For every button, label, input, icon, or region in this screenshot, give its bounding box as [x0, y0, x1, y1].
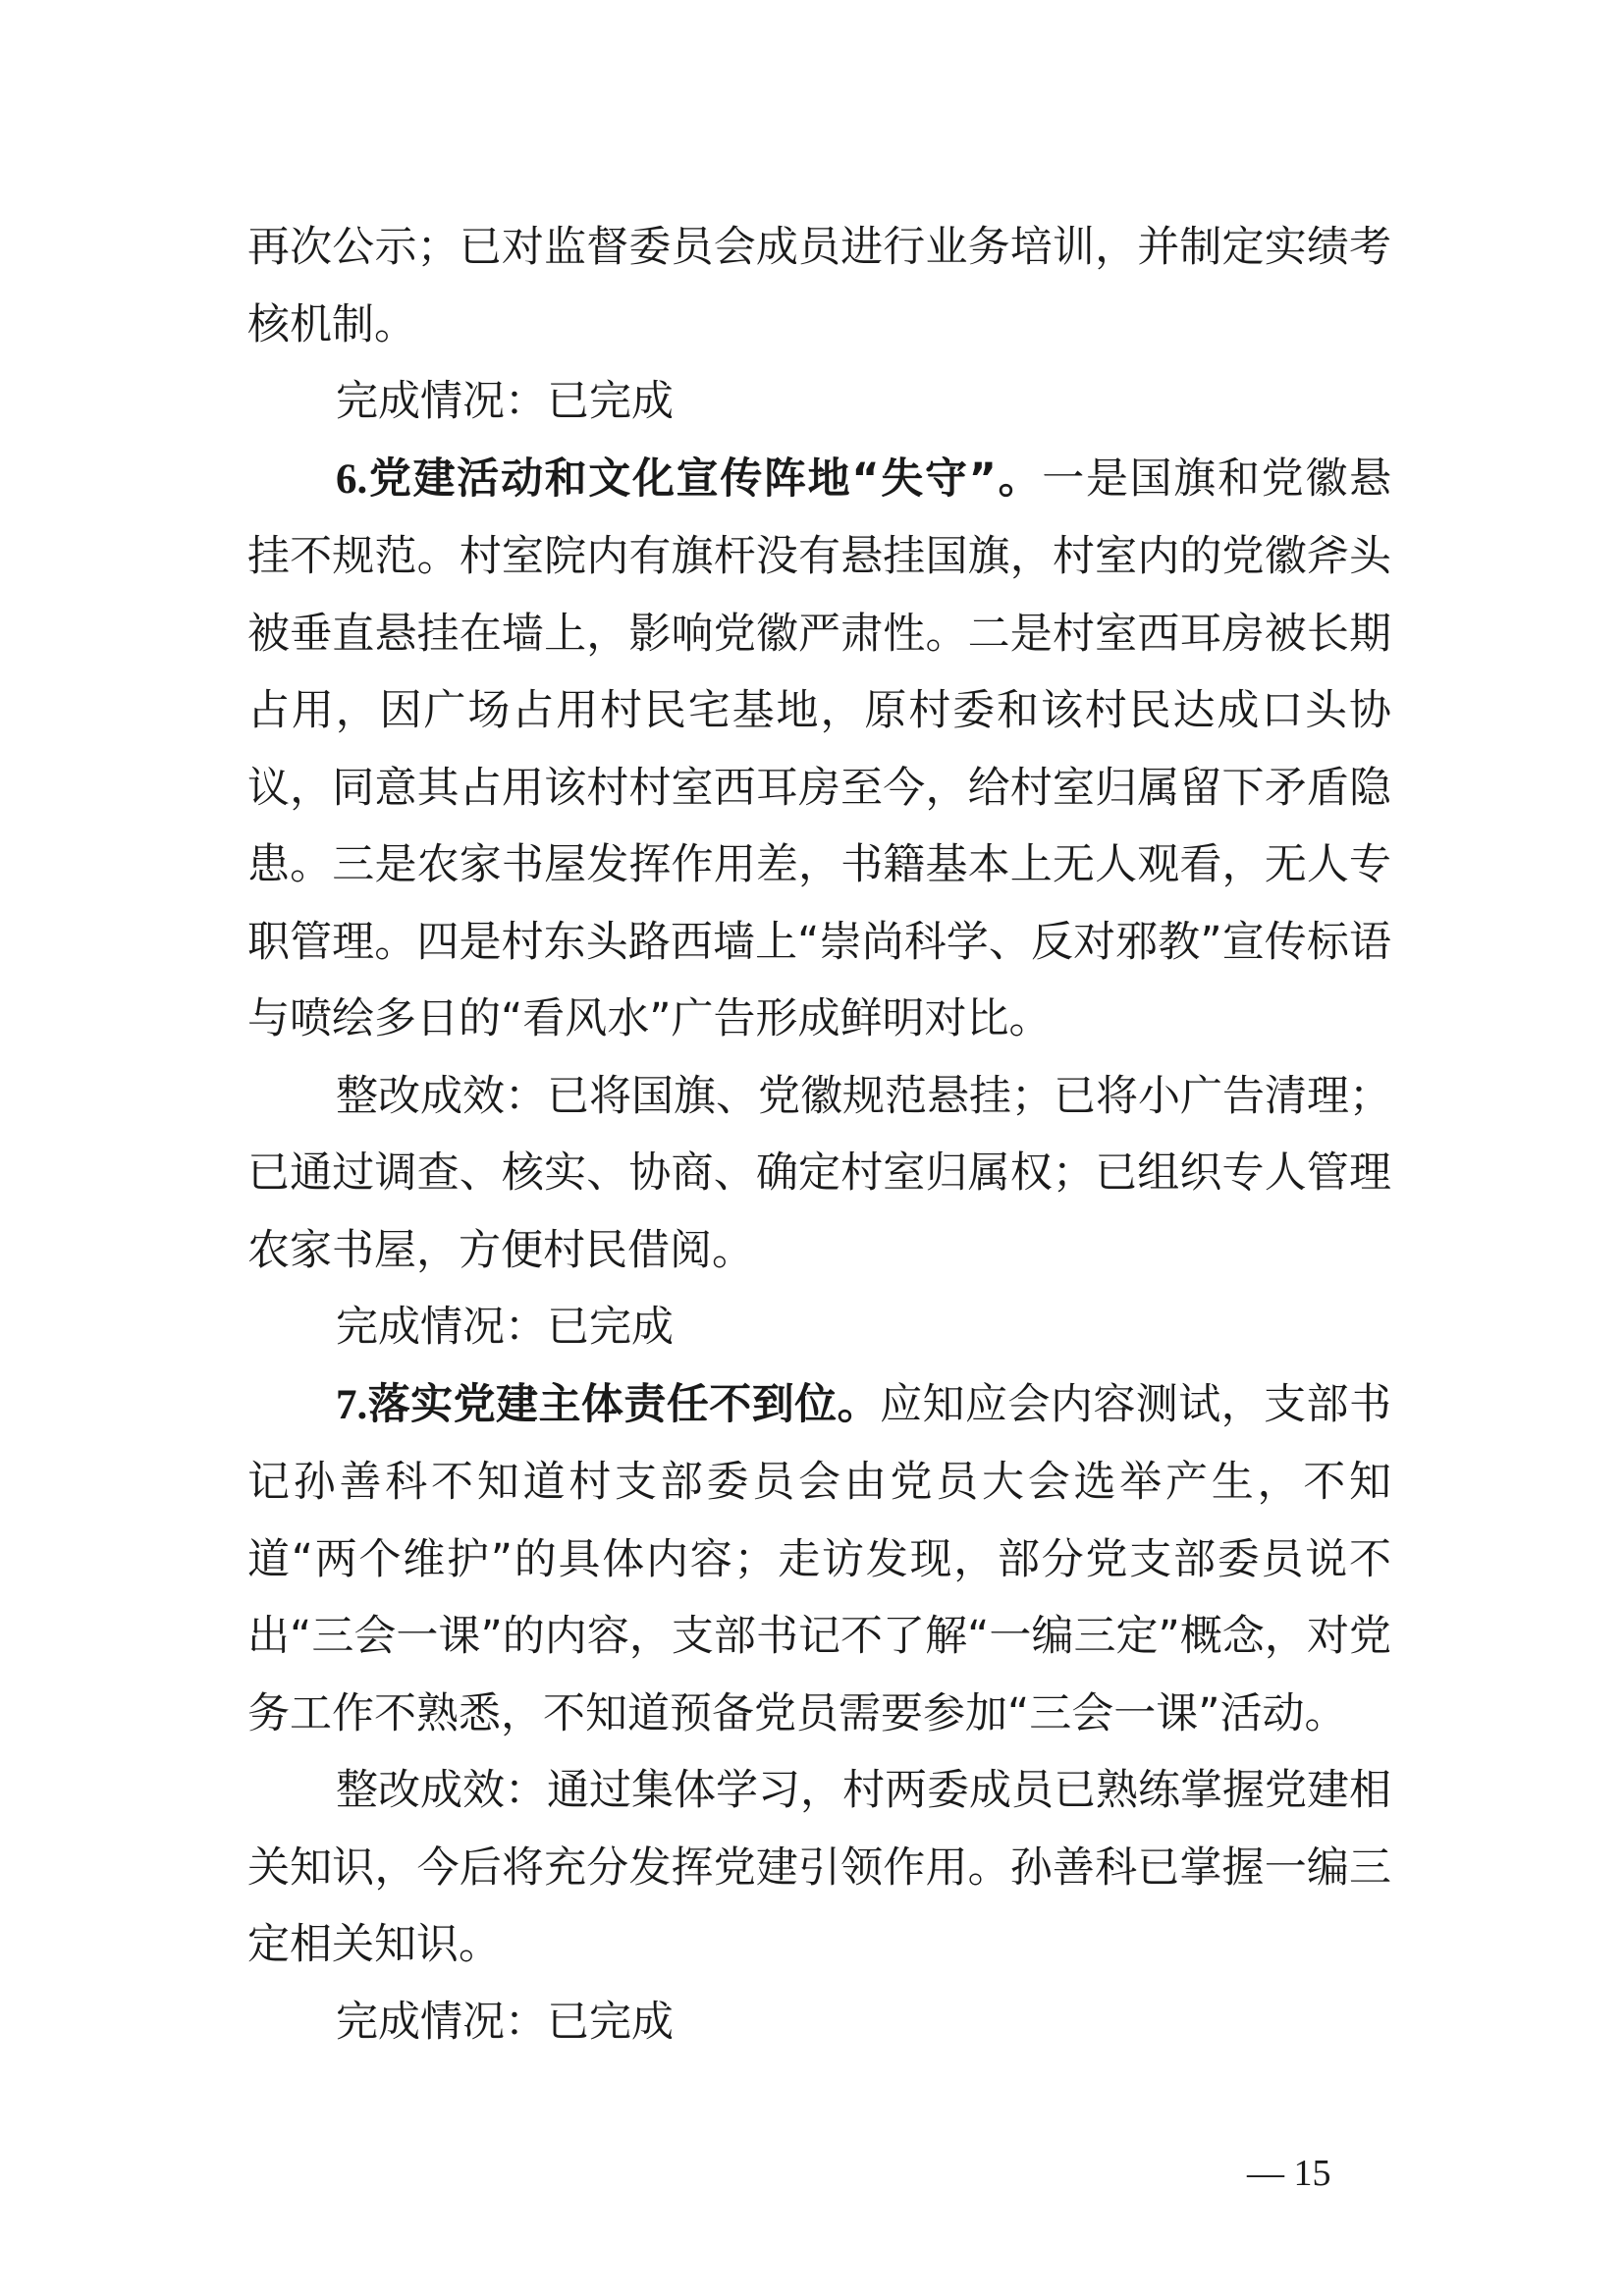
issue-paragraph-6	[247, 441, 1391, 1058]
issue-heading: 党建活动和文化宣传阵地“失守”。	[367, 454, 1043, 504]
issue-paragraph-7	[247, 1366, 1391, 1753]
rectification-result: 整改成效：已将国旗、党徽规范悬挂；已将小广告清理；已通过调查、核实、协商、确定村室归属权；已组织专人管理农家书屋，方便村民借阅。	[247, 1071, 1391, 1275]
completion-status: 完成情况：已完成	[336, 1997, 674, 2047]
completion-status: 完成情况：已完成	[336, 1303, 674, 1352]
issue-number: 7.	[336, 1381, 368, 1428]
paragraph-continuation: 再次公示；已对监督委员会成员进行业务培训，并制定实绩考核机制。	[247, 223, 1391, 349]
issue-text: 一是国旗和党徽悬挂不规范。村室院内有旗杆没有悬挂国旗，村室内的党徽斧头被垂直悬挂在墙上，影响党徽严肃性。二是村室西耳房被长期占用，因广场占用村民宅基地，原村委和该村民达成口头协议，同意其占用该村村室西耳房至今，给村室归属留下矛盾隐患。三是农家书屋发挥作用差，书籍基本上无人观看，无人专职管理。四是村东头路西墙上“崇尚科学、反对邪教”宣传标语与喷绘多日的“看风水”广告形成鲜明对比。	[247, 454, 1391, 1043]
issue-text: 应知应会内容测试，支部书记孙善科不知道村支部委员会由党员大会选举产生，不知道“两个维护”的具体内容；走访发现，部分党支部委员说不出“三会一课”的内容，支部书记不了解“一编三定”概念，对党务工作不熟悉，不知道预备党员需要参加“三会一课”活动。	[247, 1379, 1392, 1738]
document-body	[247, 209, 1391, 2060]
page-number: — 15	[1247, 2153, 1331, 2194]
issue-number: 6.	[336, 455, 368, 503]
completion-status: 完成情况：已完成	[336, 377, 674, 426]
issue-heading: 落实党建主体责任不到位。	[367, 1379, 881, 1429]
rectification-result: 整改成效：通过集体学习，村两委成员已熟练掌握党建相关知识，今后将充分发挥党建引领作用。孙善科已掌握一编三定相关知识。	[247, 1766, 1391, 1969]
